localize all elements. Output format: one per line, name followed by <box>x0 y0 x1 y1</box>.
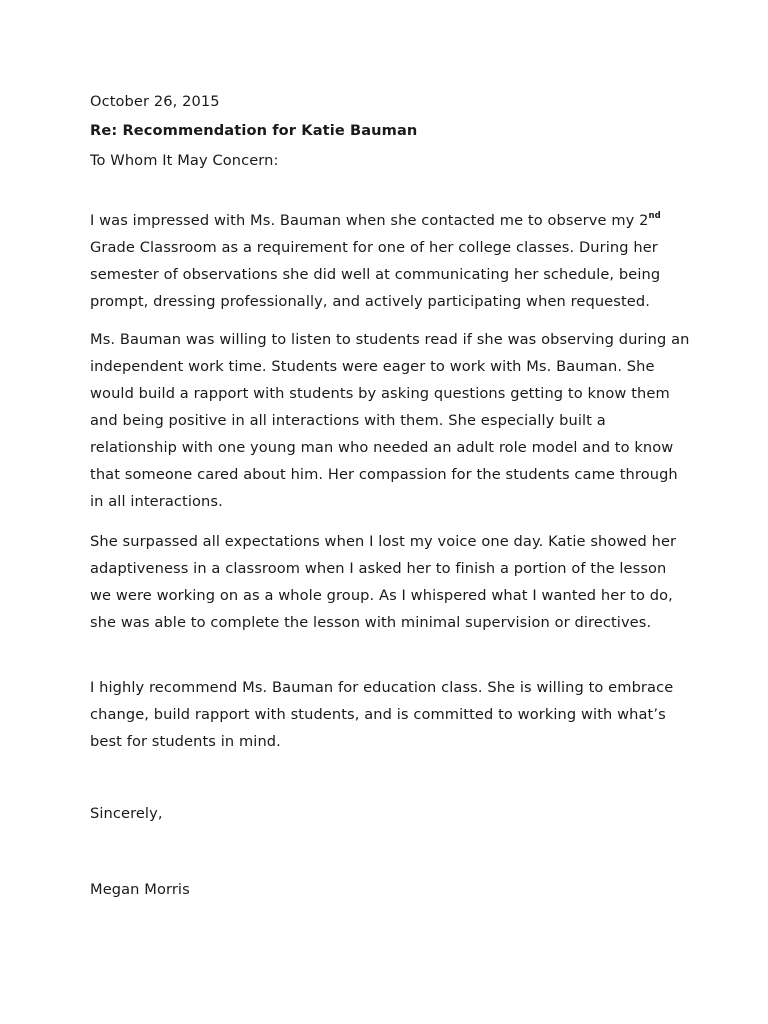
letter-signer: Megan Morris <box>90 881 190 898</box>
paragraph-introduction-text-start: I was impressed with Ms. Bauman when she contacted me to observe my 2 <box>90 212 649 229</box>
letter-date: October 26, 2015 <box>90 93 220 110</box>
ordinal-suffix: nd <box>648 211 661 222</box>
paragraph-adaptiveness: She surpassed all expectations when I lost my voice one day. Katie showed her adaptiveness in a classroom when I asked her to finish a portion of the lesson we were working on as a whole group. As I whispered what I wanted her to do, she was able to complete the lesson with minimal supervision or directives. <box>90 533 677 631</box>
paragraph-recommendation: I highly recommend Ms. Bauman for education class. She is willing to embrace change, build rapport with students, and is committed to working with what’s best for students in mind. <box>90 679 674 750</box>
letter-closing: Sincerely, <box>90 805 163 822</box>
paragraph-introduction-text-end: Grade Classroom as a requirement for one of her college classes. During her semester of observations she did well at communicating her schedule, being prompt, dressing professionally, and actively participating when requested. <box>90 239 661 310</box>
paragraph-introduction <box>90 207 690 315</box>
paragraph-student-interaction: Ms. Bauman was willing to listen to students read if she was observing during an independent work time. Students were eager to work with Ms. Bauman. She would build a rapport with students by asking questions getting to know them and being positive in all interactions with them. She especially built a relationship with one young man who needed an adult role model and to know that someone cared about him. Her compassion for the students came through in all interactions. <box>90 331 690 510</box>
letter-salutation: To Whom It May Concern: <box>90 152 279 169</box>
letter-subject: Re: Recommendation for Katie Bauman <box>90 122 418 139</box>
